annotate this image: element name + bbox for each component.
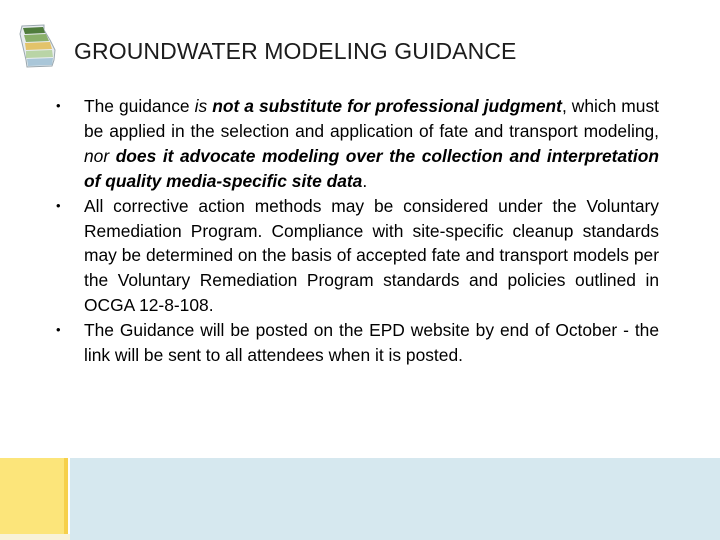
bullet-item-guidance-posting (56, 318, 659, 368)
slide-title: GROUNDWATER MODELING GUIDANCE (74, 38, 517, 64)
bullet-list (56, 94, 659, 368)
bullet-text-segment: , which must be applied in the selection and application of fate and transport modeling, (84, 96, 659, 141)
bullet-list-container (56, 94, 659, 368)
bullet-text-segment: is (194, 96, 213, 116)
bullet-item-corrective-action (56, 194, 659, 319)
georgia-logo-icon (14, 22, 62, 70)
footer-yellow-edge (64, 458, 68, 540)
bullet-text-segment: The Guidance will be posted on the EPD website by end of October - the link will be sent to all attendees when it is posted. (84, 320, 659, 366)
bullet-text-segment: The guidance (84, 96, 195, 116)
footer-blue-band (70, 458, 720, 540)
bullet-text-segment: All corrective action methods may be considered under the Voluntary Remediation Program. Compliance with site-specific cleanup standards may be determined on the basis of accepted fate and transport models per the Voluntary Remediation Program standards and policies outlined in OCGA 12-8-108. (84, 195, 659, 316)
bullet-item-guidance-scope (56, 94, 659, 194)
bullet-marker: • (56, 322, 61, 338)
georgia-map-icon (14, 22, 62, 70)
bullet-marker: • (56, 98, 61, 113)
bullet-text-segment: not a substitute for professional judgment (212, 96, 562, 116)
bullet-text-segment: . (362, 170, 368, 191)
bullet-text-segment: nor (84, 145, 116, 166)
bullet-marker: • (56, 197, 61, 213)
bullet-text-segment: does it advocate modeling over the collection and interpretation of quality media-specific site data (84, 145, 659, 191)
footer-bottom-strip (0, 534, 70, 540)
footer-yellow-block (0, 458, 67, 534)
